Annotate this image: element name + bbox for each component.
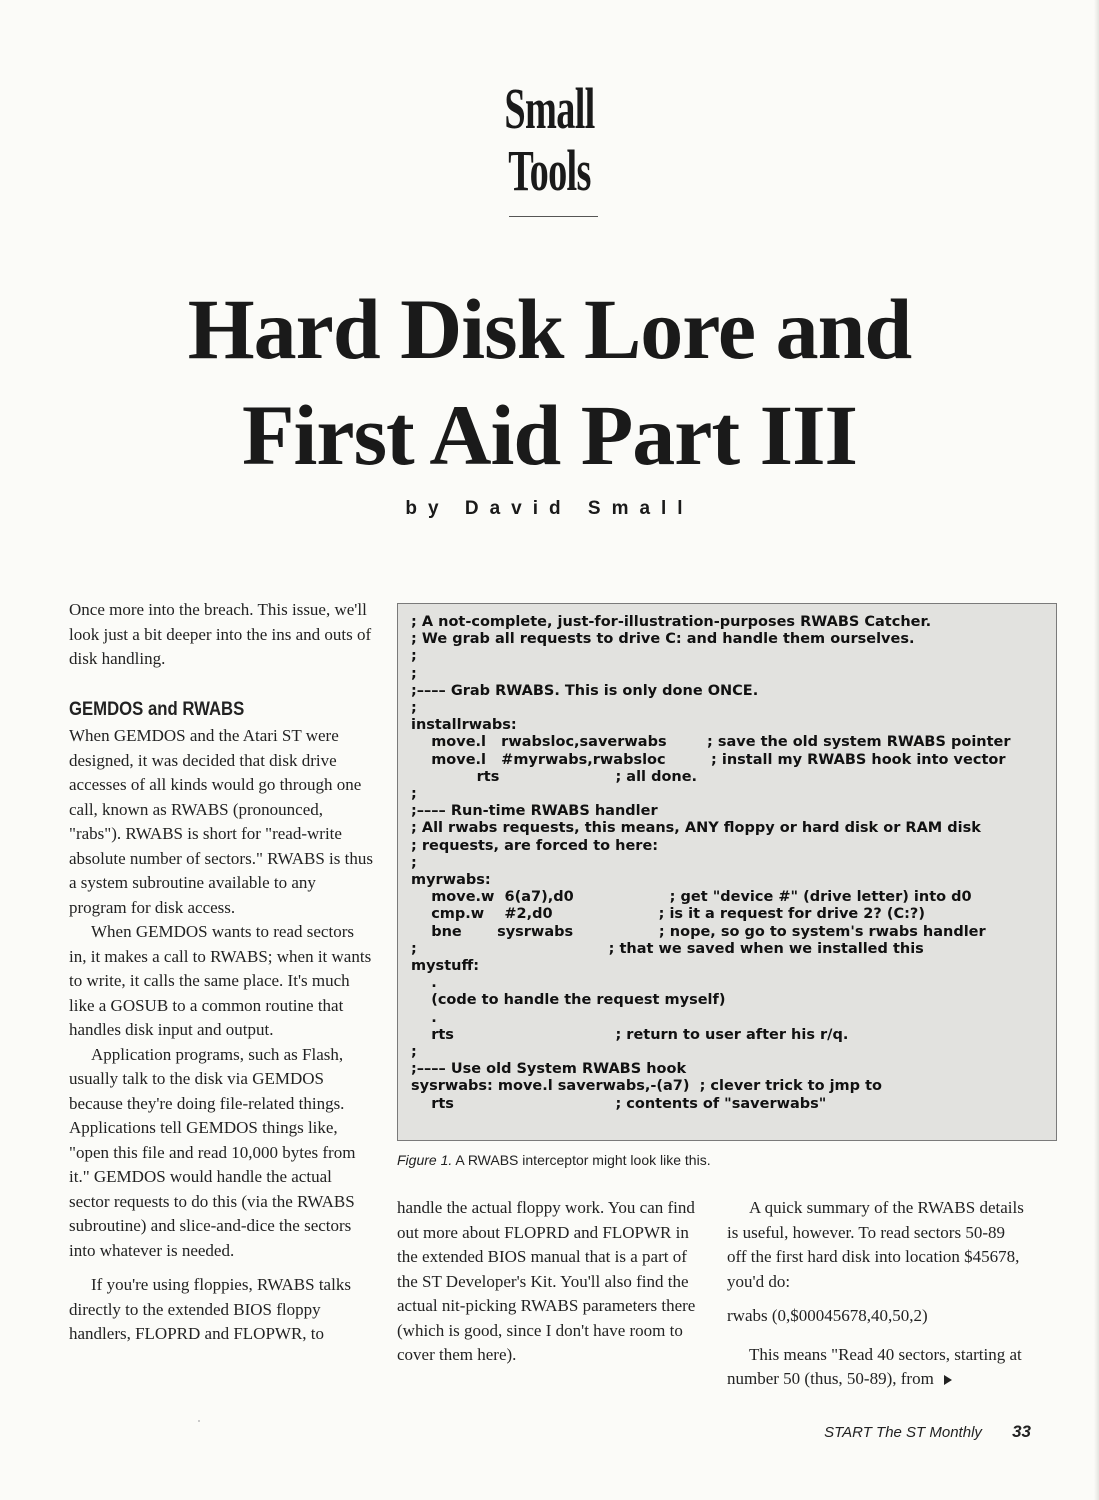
- code-listing: ; A not-complete, just-for-illustration-purposes RWABS Catcher. ; We grab all requests to drive C: and handle them ourselves. ; ; ;–––– Grab RWABS. This is only done ONCE. ; installrwabs: move.l rwabsloc,saverwabs ; save the old system RWABS pointer move.l #myrwabs,rwabsloc ; install my RWABS hook into vector rts ; all done. ; ;–––– Run-time RWABS handler ; All rwabs requests, this means, ANY floppy or hard disk or RAM disk ; requests, are forced to here: ; myrwabs: move.w 6(a7),d0 ; get "device #" (drive letter) into d0 cmp.w #2,d0 ; is it a request for drive 2? (C:?) bne sysrwabs ; nope, so go to system's rwabs handler ; ; that we saved when we installed this mystuff: . (code to handle the request myself) . rts ; return to user after his r/q. ; ;–––– Use old System RWABS hook sysrwabs: move.l saverwabs,-(a7) ; clever trick to jmp to rts ; contents of "saverwabs": [411, 614, 1011, 1112]
- body-paragraph: handle the actual floppy work. You can find out more about FLOPRD and FLOPWR in the extended BIOS manual that is a part of the ST Developer's Kit. You'll also find the actual nit-picking RWABS parameters there (which is good, since I don't have room to cover them here).: [397, 1198, 696, 1364]
- continued-arrow-icon: [944, 1375, 952, 1385]
- article-column-1: [69, 598, 375, 1347]
- section-label-line-1: Small: [504, 76, 595, 141]
- subheading: GEMDOS and RWABS: [69, 698, 245, 720]
- body-paragraph: A quick summary of the RWABS details is useful, however. To read sectors 50-89 off the first hard disk into location $45678, you'd do:: [727, 1198, 1024, 1291]
- figure-caption: [397, 1152, 711, 1168]
- byline: [0, 498, 1099, 520]
- article-column-2: [397, 1196, 699, 1368]
- publication-name: START The ST Monthly: [824, 1424, 982, 1441]
- body-paragraph: [727, 1343, 1027, 1392]
- title-line-2: First Aid Part III: [241, 387, 858, 483]
- byline-author: David Small: [464, 498, 694, 519]
- code-listing-box: [397, 603, 1057, 1141]
- page-number: 33: [1012, 1422, 1031, 1441]
- figure-caption-text: A RWABS interceptor might look like this.: [452, 1152, 711, 1168]
- inline-code-example: rwabs (0,$00045678,40,50,2): [727, 1306, 928, 1325]
- section-label: [187, 78, 912, 202]
- body-paragraph: Application programs, such as Flash, usually talk to the disk via GEMDOS because they're doing file-related things. Applications tell GEMDOS things like, "open this file and read 10,000 bytes from it." GEMDOS would handle the actual sector requests to do this (via the RWABS subroutine) and slice-and-dice the sectors into whatever is needed.: [69, 1044, 356, 1260]
- byline-by: by: [405, 498, 450, 519]
- title-line-1: Hard Disk Lore and: [187, 281, 912, 377]
- figure-label: Figure 1.: [397, 1152, 453, 1168]
- body-paragraph: When GEMDOS and the Atari ST were designed, it was decided that disk drive accesses of all kinds would go through one call, known as RWABS (pronounced, "rabs"). RWABS is short for "read-write absolute number of sectors." RWABS is thus a system subroutine available to any program for disk access.: [69, 726, 373, 917]
- section-label-line-2: Tools: [508, 138, 591, 203]
- page-edge-shadow: [1094, 0, 1099, 1500]
- intro-paragraph: Once more into the breach. This issue, we'll look just a bit deeper into the ins and outs of disk handling.: [69, 600, 372, 668]
- article-title: [0, 276, 1099, 488]
- page-footer: [824, 1422, 1031, 1442]
- continued-text: This means "Read 40 sectors, starting at number 50 (thus, 50-89), from: [727, 1344, 1022, 1388]
- paper-speck: [198, 1420, 200, 1422]
- section-divider: [509, 216, 598, 217]
- body-paragraph: If you're using floppies, RWABS talks directly to the extended BIOS floppy handlers, FLOPRD and FLOPWR, to: [69, 1275, 351, 1343]
- article-column-3: [727, 1196, 1027, 1392]
- body-paragraph: When GEMDOS wants to read sectors in, it makes a call to RWABS; when it wants to write, it calls the same place. It's much like a GOSUB to a common routine that handles disk input and output.: [69, 922, 372, 1039]
